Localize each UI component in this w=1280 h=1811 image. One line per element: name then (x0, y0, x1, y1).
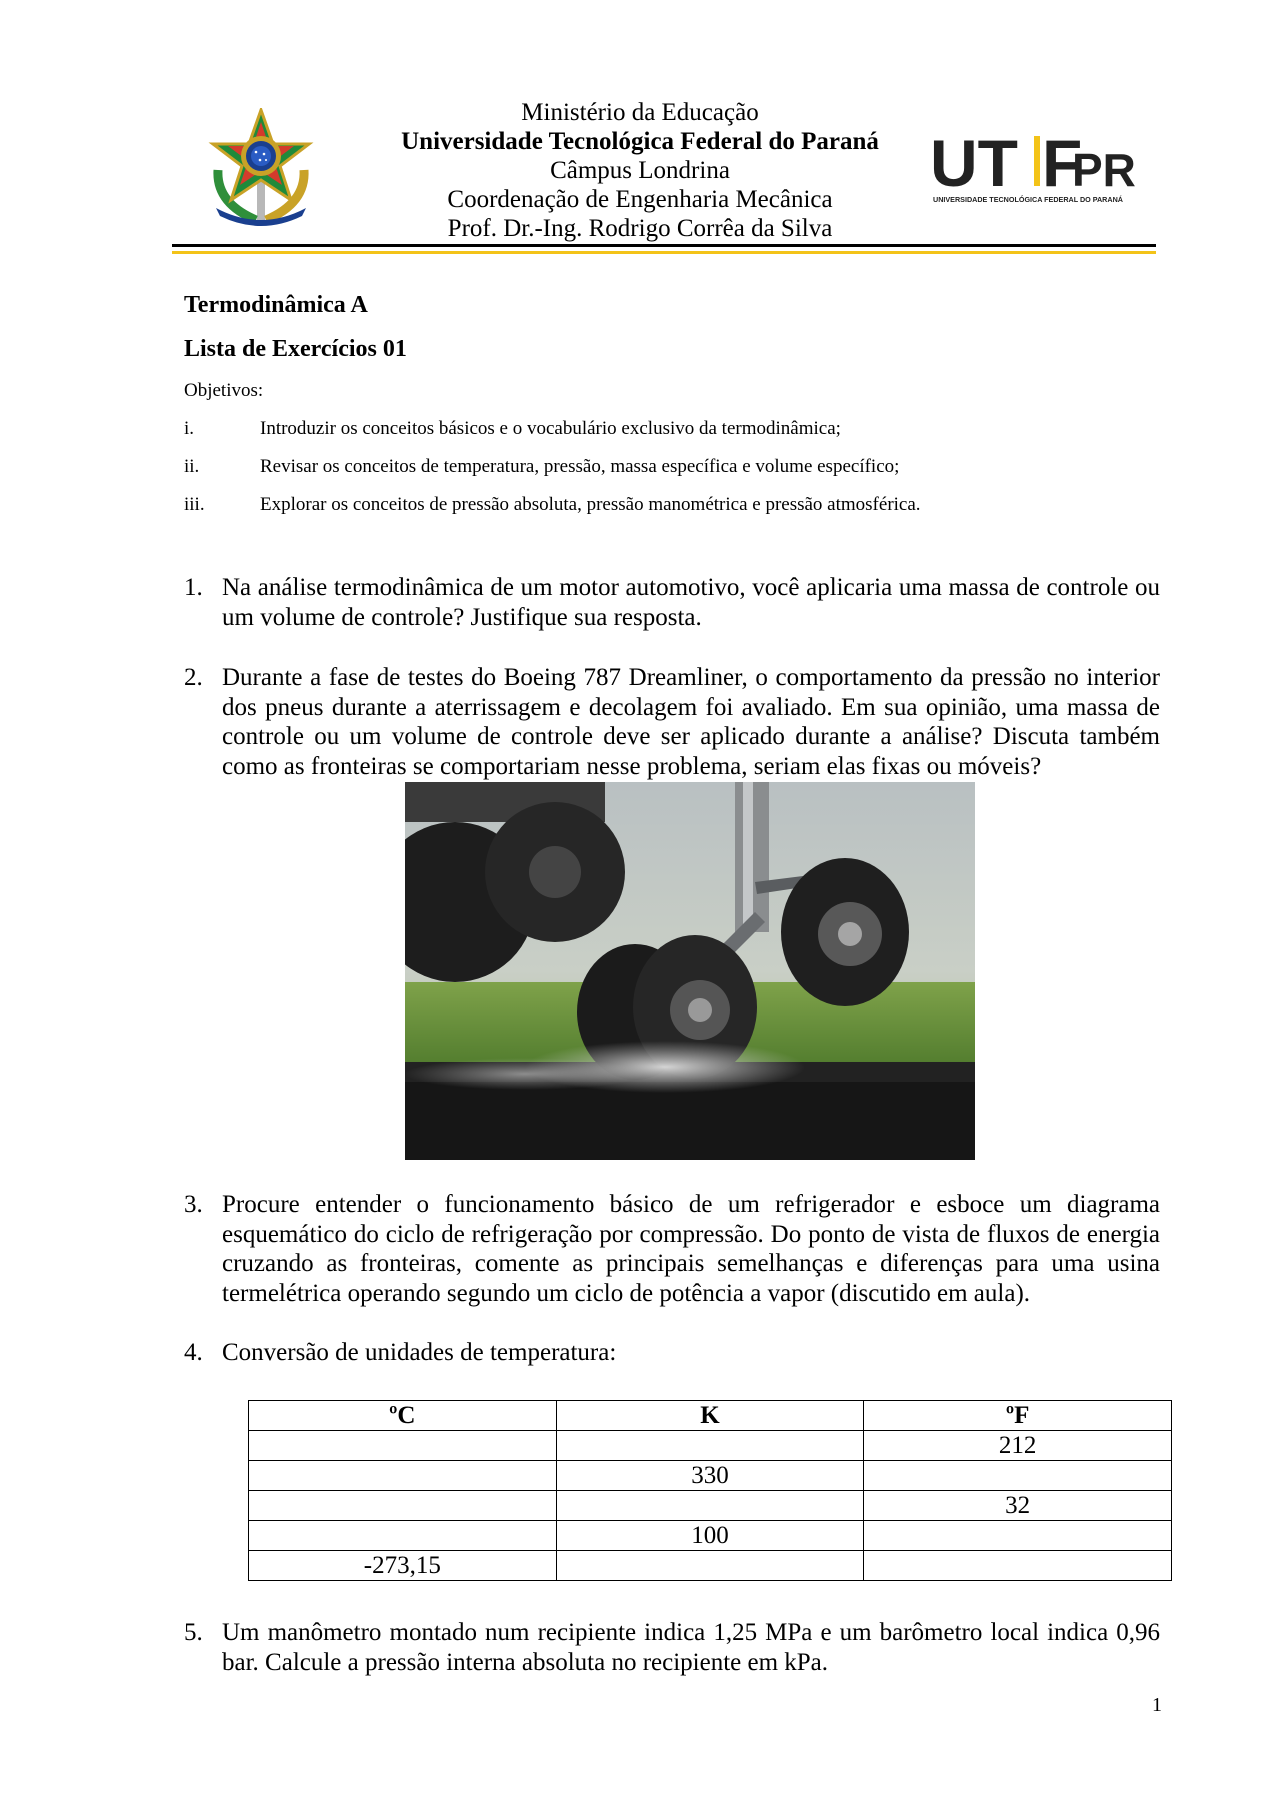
table-row (249, 1551, 1172, 1581)
question-text: Um manômetro montado num recipiente indica 1,25 MPa e um barômetro local indica 0,96 bar. Calcule a pressão interna absoluta no recipiente em kPa. (222, 1619, 1160, 1676)
question-text: Durante a fase de testes do Boeing 787 Dreamliner, o comportamento da pressão no interior dos pneus durante a aterrissagem e decolagem foi avaliado. Em sua opinião, uma massa de controle ou um volume de controle deve ser aplicado durante a análise? Discuta também como as fronteiras se comportariam nesse problema, seriam elas fixas ou móveis? (222, 664, 1160, 780)
objective-number: ii. (184, 456, 200, 477)
question-2 (184, 663, 1160, 781)
institution-header (330, 98, 950, 243)
logo-f-text: F (1042, 130, 1083, 200)
question-1 (184, 573, 1160, 632)
question-5 (184, 1618, 1160, 1677)
table-header-kelvin: K (556, 1401, 864, 1431)
brazil-coat-of-arms-icon (206, 108, 316, 228)
table-cell (864, 1551, 1172, 1581)
question-text: Procure entender o funcionamento básico de um refrigerador e esboce um diagrama esquemático do ciclo de refrigeração por compressão. Do ponto de vista de fluxos de energia cruzando as fronteiras, comente as principais semelhanças e diferenças para uma usina termelétrica operando segundo um ciclo de potência a vapor (discutido em aula). (222, 1191, 1160, 1307)
utfpr-logo (930, 130, 1140, 210)
table-cell: 212 (864, 1431, 1172, 1461)
table-cell (249, 1491, 557, 1521)
department-line: Coordenação de Engenharia Mecânica (447, 186, 833, 213)
question-text: Na análise termodinâmica de um motor automotivo, você aplicaria uma massa de controle ou um volume de controle? Justifique sua resposta. (222, 574, 1160, 631)
university-line: Universidade Tecnológica Federal do Paraná (401, 128, 879, 155)
landing-gear-photo (405, 782, 975, 1160)
logo-subtitle-text: UNIVERSIDADE TECNOLÓGICA FEDERAL DO PARANÁ (933, 195, 1123, 204)
table-cell: 330 (556, 1461, 864, 1491)
table-cell (556, 1551, 864, 1581)
table-cell (556, 1491, 864, 1521)
table-row (249, 1521, 1172, 1551)
objective-text: Revisar os conceitos de temperatura, pressão, massa específica e volume específico; (260, 456, 900, 477)
temperature-conversion-table (248, 1400, 1172, 1581)
logo-pr-text: PR (1072, 144, 1136, 196)
table-cell: 100 (556, 1521, 864, 1551)
campus-line: Câmpus Londrina (550, 157, 730, 184)
table-row (249, 1491, 1172, 1521)
table-cell (864, 1521, 1172, 1551)
question-4 (184, 1338, 1160, 1368)
objective-text: Explorar os conceitos de pressão absoluta, pressão manométrica e pressão atmosférica. (260, 494, 921, 515)
objective-text: Introduzir os conceitos básicos e o vocabulário exclusivo da termodinâmica; (260, 418, 841, 439)
header-rule-yellow (172, 251, 1156, 254)
table-row (249, 1431, 1172, 1461)
table-header-fahrenheit: ºF (864, 1401, 1172, 1431)
header-rule-black (172, 244, 1156, 247)
question-3 (184, 1190, 1160, 1308)
question-number: 4. (184, 1339, 203, 1366)
table-header-celsius: ºC (249, 1401, 557, 1431)
table-row (249, 1461, 1172, 1491)
list-title: Lista de Exercícios 01 (184, 336, 407, 362)
objective-number: iii. (184, 494, 205, 515)
question-number: 2. (184, 664, 203, 691)
question-text: Conversão de unidades de temperatura: (222, 1339, 617, 1366)
objectives-label: Objetivos: (184, 380, 264, 401)
page-number: 1 (1152, 1694, 1162, 1716)
course-title: Termodinâmica A (184, 292, 368, 318)
logo-ut-text: UT (930, 130, 1018, 200)
objective-number: i. (184, 418, 195, 439)
table-cell (249, 1431, 557, 1461)
table-cell (864, 1461, 1172, 1491)
ministry-line: Ministério da Educação (521, 99, 759, 126)
table-cell (249, 1521, 557, 1551)
table-cell: -273,15 (249, 1551, 557, 1581)
table-cell (249, 1461, 557, 1491)
table-header-row (249, 1401, 1172, 1431)
table-cell (556, 1431, 864, 1461)
table-cell: 32 (864, 1491, 1172, 1521)
question-number: 1. (184, 574, 203, 601)
question-number: 5. (184, 1619, 203, 1646)
question-number: 3. (184, 1191, 203, 1218)
professor-line: Prof. Dr.-Ing. Rodrigo Corrêa da Silva (447, 215, 833, 242)
